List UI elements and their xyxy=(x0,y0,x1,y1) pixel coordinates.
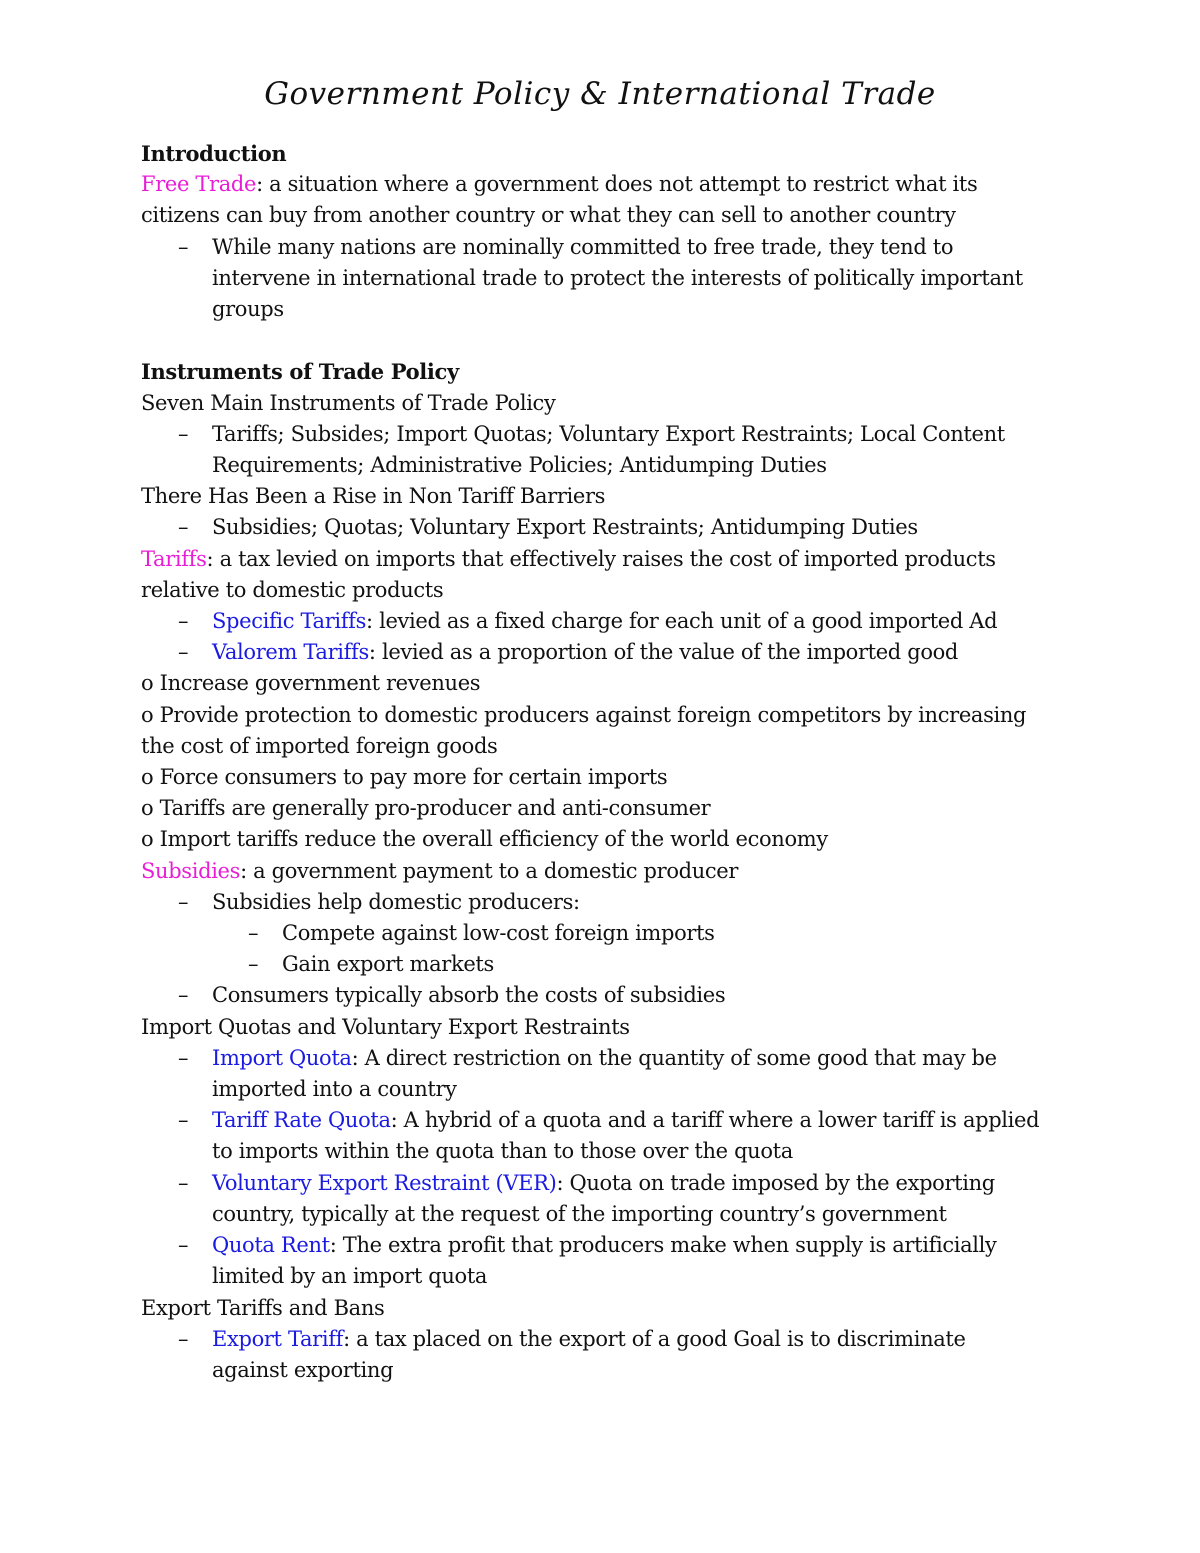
bullet-item: – Consumers typically absorb the costs of subsidies xyxy=(141,980,1071,1011)
document-title: Government Policy & International Trade xyxy=(264,76,936,112)
term-ver: Voluntary Export Restraint (VER) xyxy=(212,1170,557,1195)
subheading-export: Export Tariffs and Bans xyxy=(141,1295,385,1320)
term-quota-rent: Quota Rent xyxy=(212,1233,330,1258)
bullet-item: – Valorem Tariffs: levied as a proportion of the value of the imported good xyxy=(141,637,1071,668)
bullet-dash: – xyxy=(178,609,189,634)
sub-bullet-item: – Compete against low-cost foreign imports xyxy=(141,918,1071,949)
spacer xyxy=(141,325,1071,356)
term-tariff-rate-quota: Tariff Rate Quota xyxy=(212,1108,391,1133)
subheading-non-tariff: There Has Been a Rise in Non Tariff Barriers xyxy=(141,484,606,509)
o-item: o Force consumers to pay more for certain imports xyxy=(141,765,668,790)
bullet-dash: – xyxy=(178,1045,189,1070)
bullet-item: – Import Quota: A direct restriction on the quantity of some good that may be xyxy=(141,1043,1071,1074)
section-heading-instruments: Instruments of Trade Policy xyxy=(141,359,459,385)
subsidies-definition: Subsidies: a government payment to a domestic producer xyxy=(141,858,739,883)
free-trade-definition-cont: citizens can buy from another country or what they can sell to another country xyxy=(141,203,956,228)
bullet-item: – Specific Tariffs: levied as a fixed charge for each unit of a good imported Ad xyxy=(141,606,1071,637)
bullet-item: – Tariffs; Subsides; Import Quotas; Voluntary Export Restraints; Local Content xyxy=(141,419,1071,450)
term-tariffs: Tariffs xyxy=(141,546,207,571)
bullet-item: – Quota Rent: The extra profit that producers make when supply is artificially xyxy=(141,1230,1071,1261)
document-body xyxy=(141,138,1071,1386)
o-item: o Tariffs are generally pro-producer and anti-consumer xyxy=(141,796,711,821)
term-free-trade: Free Trade xyxy=(141,172,257,197)
term-subsidies: Subsidies xyxy=(141,858,241,883)
bullet-dash: – xyxy=(178,1233,189,1258)
o-item-cont: the cost of imported foreign goods xyxy=(141,733,498,758)
bullet-dash: – xyxy=(178,1170,189,1195)
bullet-dash: – xyxy=(178,983,189,1008)
bullet-dash: – xyxy=(178,234,189,259)
bullet-dash: – xyxy=(178,889,189,914)
bullet-item: – Voluntary Export Restraint (VER): Quota on trade imposed by the exporting xyxy=(141,1168,1071,1199)
term-export-tariff: Export Tariff xyxy=(212,1326,344,1351)
subheading-quotas: Import Quotas and Voluntary Export Restraints xyxy=(141,1014,630,1039)
tariffs-definition: Tariffs: a tax levied on imports that effectively raises the cost of imported products xyxy=(141,546,996,571)
o-item: o Increase government revenues xyxy=(141,671,481,696)
term-import-quota: Import Quota xyxy=(212,1045,352,1070)
section-heading-introduction: Introduction xyxy=(141,141,287,166)
bullet-dash: – xyxy=(178,515,189,540)
subheading-seven-main: Seven Main Instruments of Trade Policy xyxy=(141,390,556,415)
o-item: o Import tariffs reduce the overall efficiency of the world economy xyxy=(141,827,828,852)
bullet-item-cont: Requirements; Administrative Policies; Antidumping Duties xyxy=(212,453,827,478)
bullet-dash: – xyxy=(178,1326,189,1351)
bullet-item: – Subsidies; Quotas; Voluntary Export Restraints; Antidumping Duties xyxy=(141,512,1071,543)
bullet-item: – While many nations are nominally committed to free trade, they tend to xyxy=(141,232,1071,263)
tariffs-definition-cont: relative to domestic products xyxy=(141,577,444,602)
bullet-dash: – xyxy=(178,421,189,446)
bullet-dash: – xyxy=(178,640,189,665)
bullet-item: – Subsidies help domestic producers: xyxy=(141,887,1071,918)
bullet-item-cont: intervene in international trade to protect the interests of politically important xyxy=(212,265,1023,290)
o-item: o Provide protection to domestic producers against foreign competitors by increasing xyxy=(141,702,1027,727)
bullet-item-cont: groups xyxy=(212,297,284,322)
sub-bullet-item: – Gain export markets xyxy=(141,949,1071,980)
term-valorem-tariffs: Valorem Tariffs xyxy=(212,640,369,665)
bullet-dash: – xyxy=(178,1108,189,1133)
bullet-item: – Tariff Rate Quota: A hybrid of a quota and a tariff where a lower tariff is applied xyxy=(141,1105,1071,1136)
bullet-item-cont: country, typically at the request of the importing country’s government xyxy=(212,1201,947,1226)
bullet-item-cont: to imports within the quota than to those over the quota xyxy=(212,1139,793,1164)
bullet-item-cont: limited by an import quota xyxy=(212,1264,488,1289)
bullet-dash: – xyxy=(248,952,259,977)
bullet-dash: – xyxy=(248,921,259,946)
free-trade-definition: Free Trade: a situation where a government does not attempt to restrict what its xyxy=(141,172,978,197)
bullet-item: – Export Tariff: a tax placed on the export of a good Goal is to discriminate xyxy=(141,1324,1071,1355)
bullet-item-cont: against exporting xyxy=(212,1357,394,1382)
term-specific-tariffs: Specific Tariffs xyxy=(212,609,367,634)
bullet-item-cont: imported into a country xyxy=(212,1077,457,1102)
